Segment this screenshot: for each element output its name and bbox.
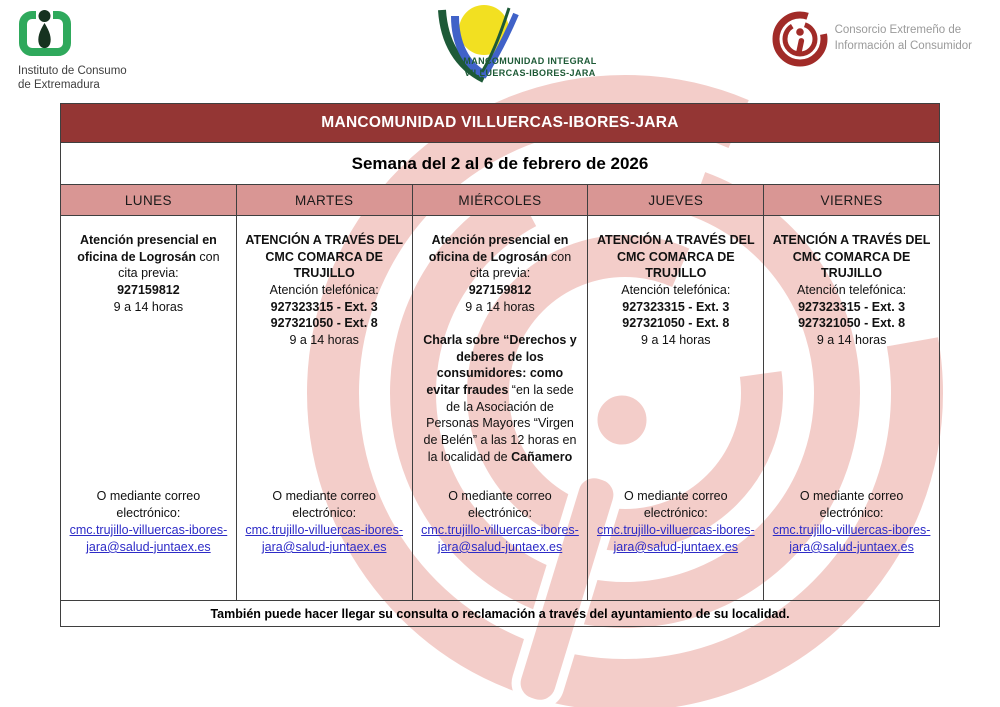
miercoles-presencial-text: Atención presencial en oficina de Logrosán con cita previa: [428,233,572,281]
week-subtitle: Semana del 2 al 6 de febrero de 2026 [61,143,939,185]
cell-lunes [61,216,237,600]
instituto-consumo-caption: Instituto de Consumo de Extremadura [18,65,127,92]
viernes-phone-2: 927321050 - Ext. 8 [798,316,906,331]
miercoles-charla-text: Charla sobre “Derechos y deberes de los consumidores: como evitar fraudes “en la sede de la Asociación de Personas Mayores “Virgen de Belén” a las 12 horas en la localidad de Cañamero [423,333,577,464]
day-header-row [61,185,939,216]
day-header-jueves: JUEVES [588,185,764,215]
viernes-cmc-title: ATENCIÓN A TRAVÉS DEL CMC COMARCA DE TRUJILLO [772,233,931,281]
day-header-miercoles: MIÉRCOLES [413,185,589,215]
mancomunidad-caption: MANCOMUNIDAD INTEGRAL VILLUERCAS-IBORES-JARA [463,56,597,79]
martes-phone-1: 927323315 - Ext. 3 [270,299,378,314]
lunes-phone: 927159812 [117,282,180,297]
martes-hours: 9 a 14 horas [289,332,359,347]
viernes-hours: 9 a 14 horas [816,332,887,347]
martes-email-block: O mediante correo electrónico: cmc.trujillo-villuercas-ibores-jara@salud-juntaex.es [243,488,406,556]
cell-viernes [764,216,939,600]
miercoles-hours: 9 a 14 horas [465,299,535,314]
viernes-email-block: O mediante correo electrónico: cmc.trujillo-villuercas-ibores-jara@salud-juntaex.es [770,488,933,556]
martes-email-link[interactable]: cmc.trujillo-villuercas-ibores-jara@salud-juntaex.es [245,523,404,554]
lunes-email-link[interactable]: cmc.trujillo-villuercas-ibores-jara@salud-juntaex.es [69,523,228,554]
jueves-phone-1: 927323315 - Ext. 3 [622,299,730,314]
jueves-cmc-title: ATENCIÓN A TRAVÉS DEL CMC COMARCA DE TRUJILLO [596,233,755,281]
jueves-email-link[interactable]: cmc.trujillo-villuercas-ibores-jara@salud-juntaex.es [596,523,755,554]
cell-martes [237,216,413,600]
viernes-cmc-subtitle: Atención telefónica: [797,282,907,297]
miercoles-email-link[interactable]: cmc.trujillo-villuercas-ibores-jara@salud-juntaex.es [421,523,579,554]
table-title: MANCOMUNIDAD VILLUERCAS-IBORES-JARA [61,104,939,143]
viernes-email-link[interactable]: cmc.trujillo-villuercas-ibores-jara@salud-juntaex.es [772,523,931,554]
mancomunidad-logo [412,2,602,92]
cell-miercoles [413,216,589,600]
lunes-email-block: O mediante correo electrónico: cmc.trujillo-villuercas-ibores-jara@salud-juntaex.es [67,488,230,556]
jueves-cmc-subtitle: Atención telefónica: [621,282,731,297]
day-header-viernes: VIERNES [820,192,883,208]
viernes-phone-1: 927323315 - Ext. 3 [798,299,906,314]
miercoles-phone: 927159812 [468,282,532,297]
instituto-consumo-icon [18,8,72,56]
content-row [61,216,939,601]
consorcio-caption: Consorcio Extremeño de Información al Consumidor [834,24,972,52]
martes-cmc-title: ATENCIÓN A TRAVÉS DEL CMC COMARCA DE TRUJILLO [245,233,404,281]
jueves-email-block: O mediante correo electrónico: cmc.trujillo-villuercas-ibores-jara@salud-juntaex.es [594,488,757,556]
lunes-hours: 9 a 14 horas [113,299,184,314]
schedule-table [60,103,940,627]
martes-cmc-subtitle: Atención telefónica: [269,282,379,297]
jueves-hours: 9 a 14 horas [641,332,711,347]
day-header-lunes: LUNES [61,185,237,215]
jueves-phone-2: 927321050 - Ext. 8 [622,316,730,331]
cell-jueves [588,216,764,600]
instituto-consumo-logo [18,8,127,93]
martes-phone-2: 927321050 - Ext. 8 [270,316,378,331]
miercoles-email-block: O mediante correo electrónico: cmc.trujillo-villuercas-ibores-jara@salud-juntaex.es [419,488,582,556]
lunes-presencial-text: Atención presencial en oficina de Logrosán con cita previa: [77,233,220,281]
footer-note: También puede hacer llegar su consulta o reclamación a través del ayuntamiento de su localidad. [210,606,790,621]
day-header-martes: MARTES [237,185,413,215]
consorcio-logo [771,10,972,68]
consorcio-icon [771,10,829,68]
